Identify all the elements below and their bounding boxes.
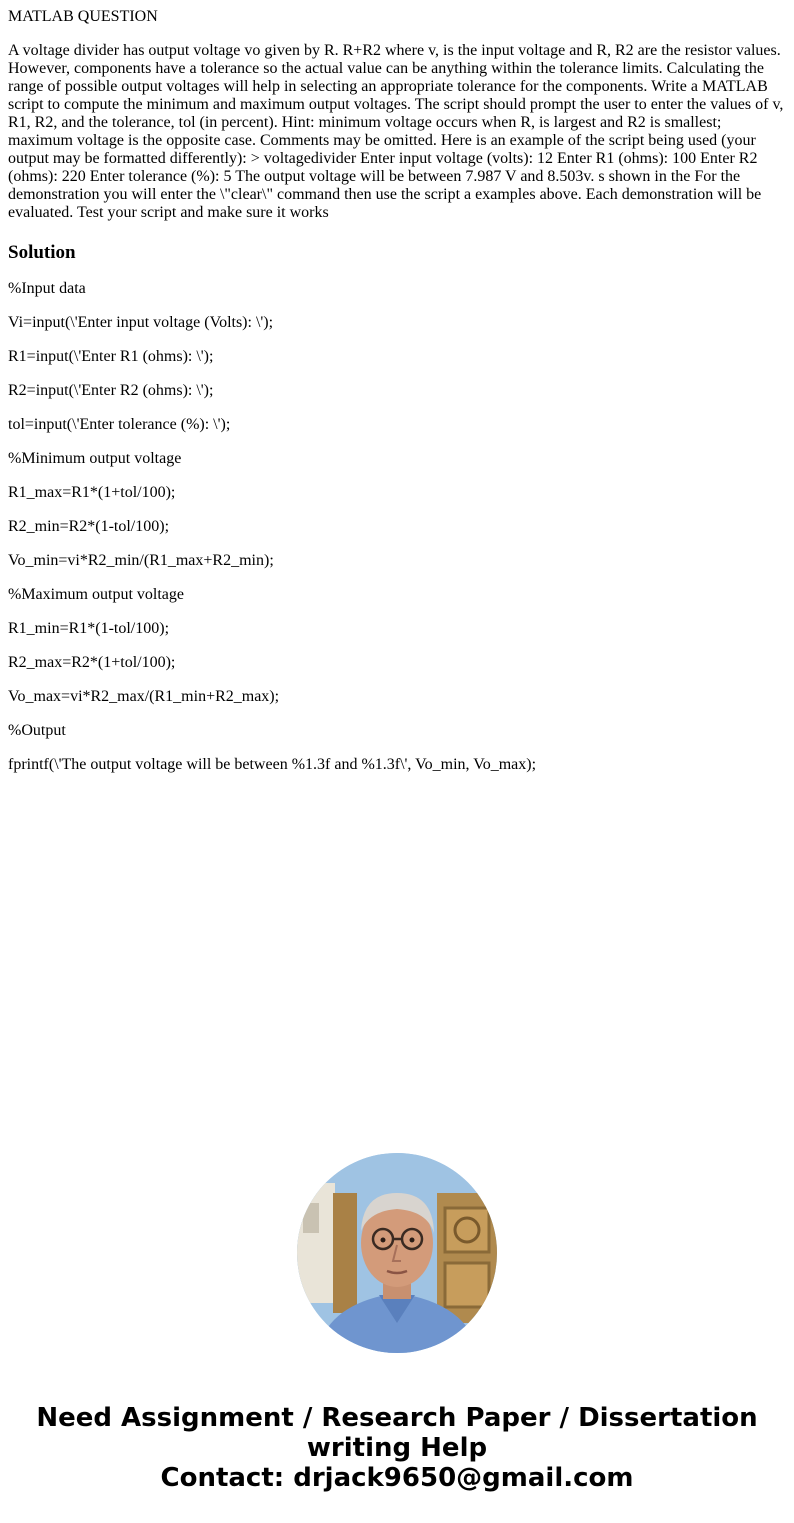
question-body: A voltage divider has output voltage vo given by R. R+R2 where v, is the input voltage and R, R2 are the resistor values. However, components have a tolerance so the actual value can be anything within the tolerance limits. Calculating the range of possible output voltages will help in selecting an appropriate tolerance for the components. Write a MATLAB script to compute the minimum and maximum output voltages. The script should prompt the user to enter the values of v, R1, R2, and the tolerance, tol (in percent). Hint: minimum voltage occurs when R, is largest and R2 is smallest; maximum voltage is the opposite case. Comments may be omitted. Here is an example of the script being used (your output may be formatted differently): > voltagedivider Enter input voltage (volts): 12 Enter R1 (ohms): 100 Enter R2 (ohms): 220 Enter tolerance (%): 5 The output voltage will be between 7.987 V and 8.503v. s shown in the For the demonstration you will enter the \"clear\" command then use the script a examples above. Each demonstration will be evaluated. Test your script and make sure it works xyxy=(8,42,784,221)
code-line: Vi=input(\'Enter input voltage (Volts): \'); xyxy=(8,314,274,331)
promo-banner xyxy=(0,1403,794,1493)
code-line: R2_min=R2*(1-tol/100); xyxy=(8,518,170,535)
solution-code xyxy=(8,280,786,774)
promo-line: writing Help xyxy=(306,1433,488,1463)
code-line: tol=input(\'Enter tolerance (%): \'); xyxy=(8,416,231,433)
code-line: Vo_min=vi*R2_min/(R1_max+R2_min); xyxy=(8,552,274,569)
code-line: %Maximum output voltage xyxy=(8,586,184,603)
avatar-portrait-icon xyxy=(297,1153,497,1353)
code-line: %Input data xyxy=(8,280,86,297)
code-line: Vo_max=vi*R2_max/(R1_min+R2_max); xyxy=(8,688,280,705)
question-title: MATLAB QUESTION xyxy=(8,8,158,25)
code-line: %Output xyxy=(8,722,66,739)
author-avatar xyxy=(297,1153,497,1353)
code-line: R1_max=R1*(1+tol/100); xyxy=(8,484,176,501)
code-line: R1=input(\'Enter R1 (ohms): \'); xyxy=(8,348,214,365)
solution-heading: Solution xyxy=(8,242,76,263)
promo-contact: Contact: drjack9650@gmail.com xyxy=(160,1463,634,1493)
promo-line: Need Assignment / Research Paper / Dissertation xyxy=(36,1403,758,1433)
code-line: %Minimum output voltage xyxy=(8,450,182,467)
document-content xyxy=(8,8,786,790)
code-line: R1_min=R1*(1-tol/100); xyxy=(8,620,170,637)
code-line: R2_max=R2*(1+tol/100); xyxy=(8,654,176,671)
code-line: R2=input(\'Enter R2 (ohms): \'); xyxy=(8,382,214,399)
code-line: fprintf(\'The output voltage will be between %1.3f and %1.3f\', Vo_min, Vo_max); xyxy=(8,756,537,773)
